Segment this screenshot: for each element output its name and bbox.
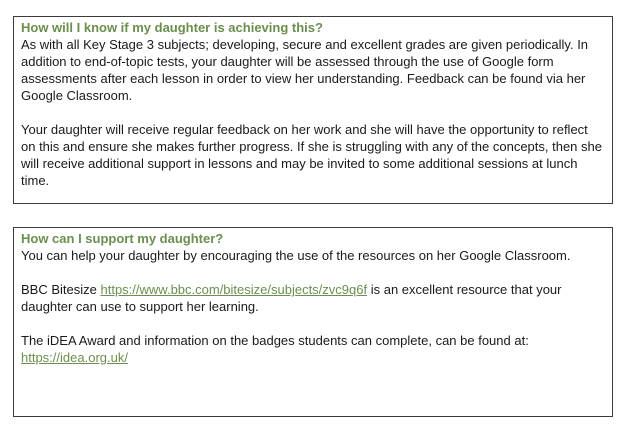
support-section — [13, 227, 613, 417]
assessment-paragraph: As with all Key Stage 3 subjects; developing, secure and excellent grades are given periodically. In addition to end-of-topic tests, your daughter will be assessed through the use of Google form assessments after each lesson in order to view her understanding. Feedback can be found via her Google Classroom. — [21, 37, 589, 103]
idea-award-link[interactable]: https://idea.org.uk/ — [21, 350, 128, 365]
support-heading: How can I support my daughter? — [21, 231, 224, 246]
bbc-suffix-text: is an excellent resource that your daughter can use to support her learning. — [21, 282, 562, 314]
idea-link-line — [21, 349, 605, 366]
paragraph-spacer — [21, 315, 605, 332]
feedback-paragraph: Your daughter will receive regular feedback on her work and she will have the opportunity to reflect on this and ensure she makes further progress. If she is struggling with any of the concepts, then she will receive additional support in lessons and may be invited to some additional sessions at lunch time. — [21, 122, 602, 188]
idea-award-paragraph: The iDEA Award and information on the badges students can complete, can be found at: — [21, 333, 529, 348]
bbc-prefix-text: BBC Bitesize — [21, 282, 101, 297]
achievement-heading: How will I know if my daughter is achieving this? — [21, 20, 323, 35]
achievement-section — [13, 16, 613, 204]
resources-paragraph: You can help your daughter by encouraging the use of the resources on her Google Classroom. — [21, 248, 571, 263]
paragraph-spacer — [21, 264, 605, 281]
paragraph-spacer — [21, 104, 605, 121]
bbc-bitesize-link[interactable]: https://www.bbc.com/bitesize/subjects/zvc9q6f — [100, 282, 368, 297]
bbc-bitesize-paragraph — [21, 281, 605, 315]
